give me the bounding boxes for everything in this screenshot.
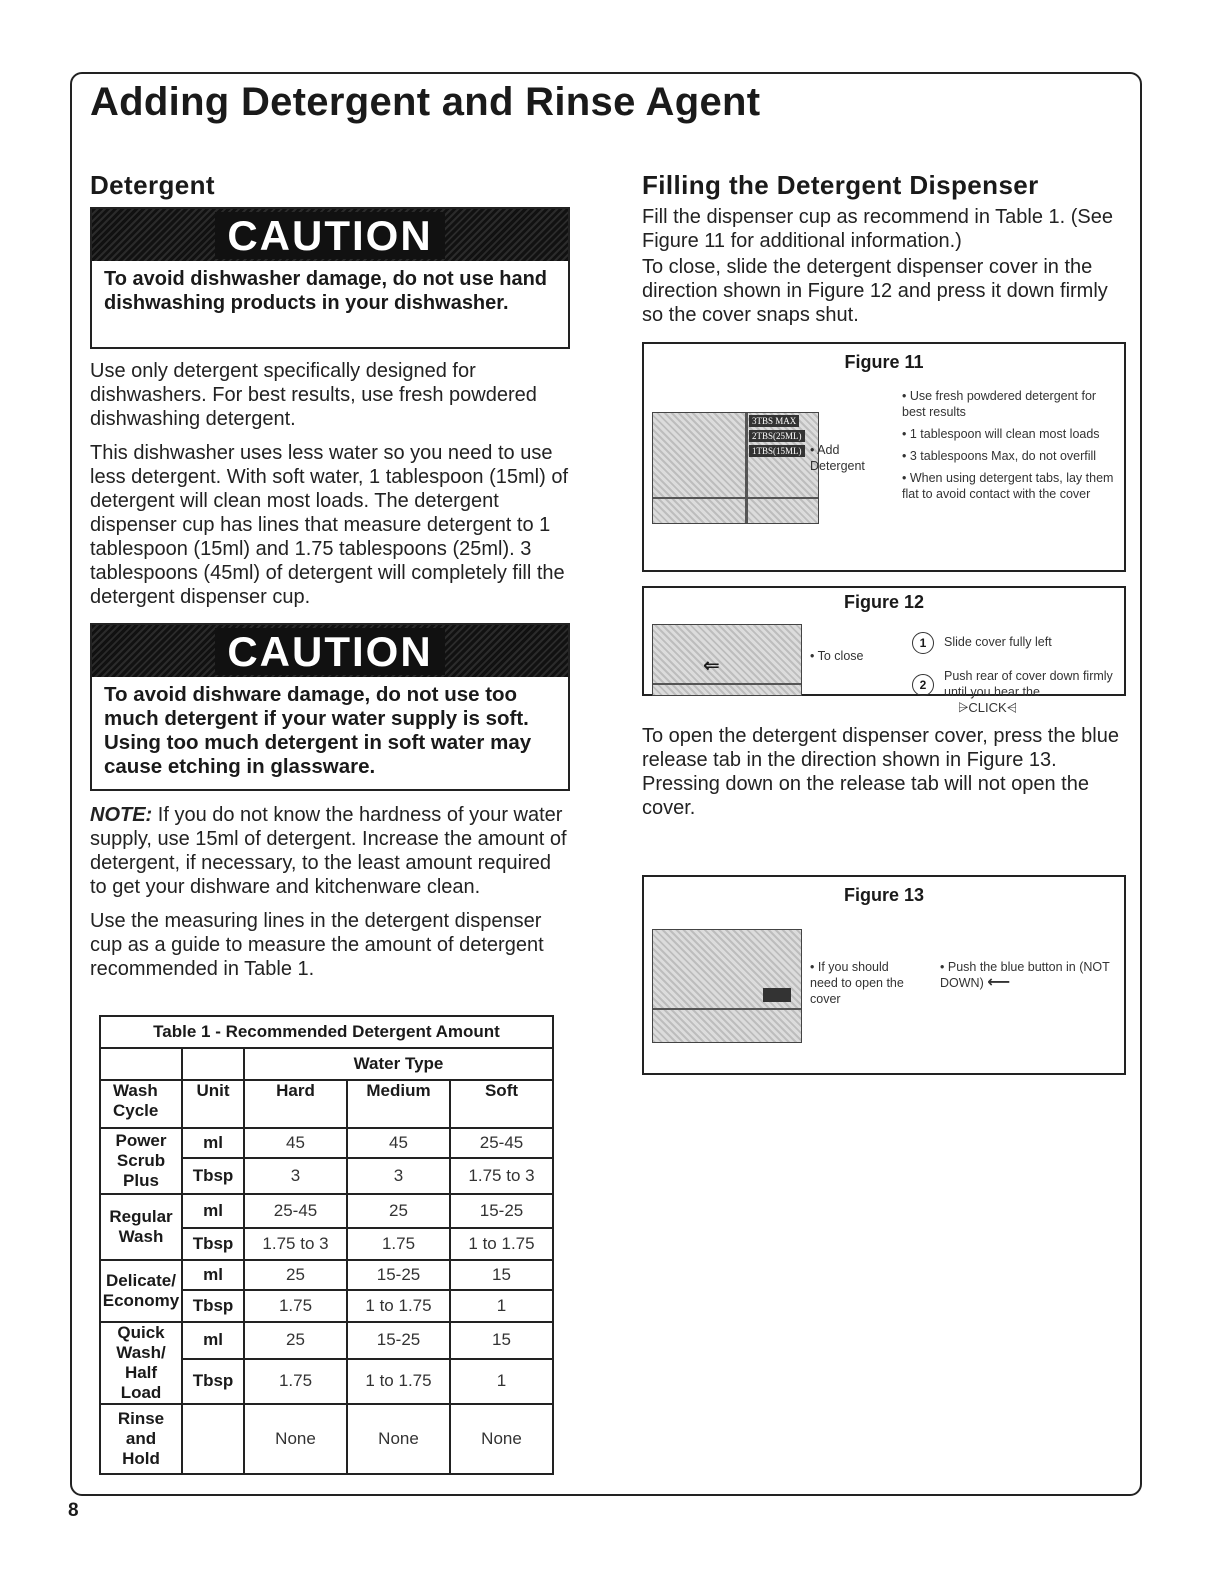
table-cell: 15-25	[347, 1260, 450, 1290]
step-one-icon: 1	[912, 632, 934, 654]
cycle-quick-wash: Quick Wash/ Half Load	[100, 1322, 182, 1404]
table-cell: 15-25	[347, 1322, 450, 1359]
figure-11-photo	[652, 412, 819, 524]
table-cell: 3	[347, 1158, 450, 1194]
click-label: ⩥CLICK⩤	[958, 700, 1018, 715]
to-close-label: • To close	[810, 649, 863, 663]
add-detergent-label: • Add Detergent	[810, 443, 865, 473]
table-cell-empty	[182, 1404, 244, 1474]
photo-label: 2TBS(25ML)	[749, 430, 805, 442]
table-cell: 15-25	[450, 1194, 553, 1228]
figure-12-photo	[652, 624, 802, 696]
table-cell: 1 to 1.75	[450, 1228, 553, 1260]
table-caption: Table 1 - Recommended Detergent Amount	[100, 1016, 553, 1048]
figure-13	[642, 875, 1126, 1075]
caution-text: To avoid dishwasher damage, do not use hand dishwashing products in your dishwasher.	[104, 268, 548, 314]
fig11-bullet: • 1 tablespoon will clean most loads	[902, 426, 1122, 442]
caution-banner-label: CAUTION	[215, 628, 444, 675]
unit-tbsp: Tbsp	[182, 1228, 244, 1260]
table-cell: 1.75 to 3	[450, 1158, 553, 1194]
table-cell: 3	[244, 1158, 347, 1194]
unit-ml: ml	[182, 1260, 244, 1290]
step-two-icon: 2	[912, 674, 934, 696]
table-cell-empty	[182, 1048, 244, 1080]
figure-12	[642, 586, 1126, 699]
fig11-bullet: • When using detergent tabs, lay them flat to avoid contact with the cover	[902, 470, 1122, 502]
detergent-para-3: Use the measuring lines in the detergent dispenser cup as a guide to measure the amount of detergent recommended in Table 1.	[90, 910, 544, 980]
cycle-rinse-hold: Rinse and Hold	[100, 1404, 182, 1474]
note-text: If you do not know the hardness of your water supply, use 15ml of detergent. Increase the amount of detergent, if necessary, to the least amount required to get your dishware and kitchenware clean.	[90, 804, 567, 898]
detergent-table	[99, 1015, 554, 1475]
caution-banner	[92, 625, 568, 677]
header-wash-cycle: Wash Cycle	[100, 1080, 182, 1128]
table-cell: None	[347, 1404, 450, 1474]
detergent-para-2: This dishwasher uses less water so you need to use less detergent. With soft water, 1 tablespoon (15ml) of detergent will clean most loads. The detergent dispenser cup has lines that measure detergent to 1 tablespoon (15ml) and 1.75 tablespoons (25ml). 3 tablespoons (45ml) of detergent will completely fill the detergent dispenser cup.	[90, 442, 569, 608]
note-paragraph	[90, 803, 570, 899]
filling-para-1: Fill the dispenser cup as recommend in Table 1. (See Figure 11 for additional information.)	[642, 206, 1113, 252]
cycle-delicate-economy: Delicate/ Economy	[100, 1260, 182, 1322]
push-blue-button-text: • Push the blue button in (NOT DOWN)	[940, 960, 1110, 990]
need-open-label: • If you should need to open the cover	[810, 960, 904, 1006]
table-cell: 1 to 1.75	[347, 1290, 450, 1322]
table-cell: 25-45	[244, 1194, 347, 1228]
unit-tbsp: Tbsp	[182, 1359, 244, 1404]
page-title: Adding Detergent and Rinse Agent	[90, 80, 761, 124]
figure-12-label	[810, 648, 890, 664]
water-type-header: Water Type	[244, 1048, 553, 1080]
table-cell: 1	[450, 1359, 553, 1404]
filling-heading: Filling the Detergent Dispenser	[642, 170, 1039, 200]
unit-ml: ml	[182, 1194, 244, 1228]
table-cell: 25	[244, 1322, 347, 1359]
caution-banner	[92, 209, 568, 261]
step-one-text: Slide cover fully left	[944, 635, 1052, 649]
table-cell: 1.75 to 3	[244, 1228, 347, 1260]
figure-13-title: Figure 13	[843, 885, 925, 905]
caution-box-dishware	[90, 623, 570, 791]
figure-12-title: Figure 12	[843, 592, 925, 612]
photo-label: 3TBS MAX	[749, 415, 799, 427]
caution-box-dishwasher	[90, 207, 570, 349]
unit-ml: ml	[182, 1322, 244, 1359]
figure-13-instruction	[940, 959, 1120, 991]
table-cell: 1.75	[244, 1290, 347, 1322]
unit-tbsp: Tbsp	[182, 1290, 244, 1322]
table-cell: 45	[347, 1128, 450, 1158]
cycle-regular-wash: Regular Wash	[100, 1194, 182, 1260]
figure-13-photo	[652, 929, 802, 1043]
header-unit: Unit	[182, 1080, 244, 1128]
table-cell: 25-45	[450, 1128, 553, 1158]
step-two-text: Push rear of cover down firmly until you hear the	[944, 669, 1113, 699]
detergent-heading: Detergent	[90, 170, 215, 200]
table-cell: 1.75	[244, 1359, 347, 1404]
click-text: CLICK	[968, 700, 1007, 715]
table-cell: None	[244, 1404, 347, 1474]
header-medium: Medium	[347, 1080, 450, 1128]
table-cell: 25	[347, 1194, 450, 1228]
filling-para-2: To close, slide the detergent dispenser cover in the direction shown in Figure 12 and press it down firmly so the cover snaps shut.	[642, 256, 1108, 326]
caution-text: To avoid dishware damage, do not use too much detergent if your water supply is soft. Using too much detergent in soft water may cause etching in glassware.	[104, 683, 532, 778]
figure-11	[642, 342, 1126, 572]
left-column	[90, 170, 570, 981]
arrow-left-icon: ⟵	[987, 974, 1011, 991]
table-cell: 1	[450, 1290, 553, 1322]
arrow-left-icon: ⇐	[703, 655, 720, 677]
right-column	[642, 170, 1128, 327]
figure-11-label	[810, 442, 890, 474]
note-label: NOTE:	[90, 804, 153, 826]
fig11-bullet: • Use fresh powdered detergent for best results	[902, 388, 1122, 420]
table-cell: 1 to 1.75	[347, 1359, 450, 1404]
table-cell: 15	[450, 1322, 553, 1359]
detergent-para-1: Use only detergent specifically designed for dishwashers. For best results, use fresh powdered dishwashing detergent.	[90, 360, 537, 430]
table-cell: 15	[450, 1260, 553, 1290]
cycle-power-scrub: Power Scrub Plus	[100, 1128, 182, 1194]
header-soft: Soft	[450, 1080, 553, 1128]
caution-banner-label: CAUTION	[215, 212, 444, 259]
table-cell: 25	[244, 1260, 347, 1290]
fig11-bullet: • 3 tablespoons Max, do not overfill	[902, 448, 1122, 464]
figure-11-bullets	[902, 388, 1122, 502]
table-cell-empty	[100, 1048, 182, 1080]
header-hard: Hard	[244, 1080, 347, 1128]
table-cell: 1.75	[347, 1228, 450, 1260]
open-cover-paragraph: To open the detergent dispenser cover, press the blue release tab in the direction shown in Figure 13. Pressing down on the release tab will not open the cover.	[642, 725, 1119, 819]
unit-tbsp: Tbsp	[182, 1158, 244, 1194]
table-cell: None	[450, 1404, 553, 1474]
page-number: 8	[68, 1500, 79, 1521]
photo-label: 1TBS(15ML)	[749, 445, 805, 457]
table-cell: 45	[244, 1128, 347, 1158]
figure-11-title: Figure 11	[844, 352, 924, 372]
unit-ml: ml	[182, 1128, 244, 1158]
figure-13-label	[810, 959, 910, 1007]
